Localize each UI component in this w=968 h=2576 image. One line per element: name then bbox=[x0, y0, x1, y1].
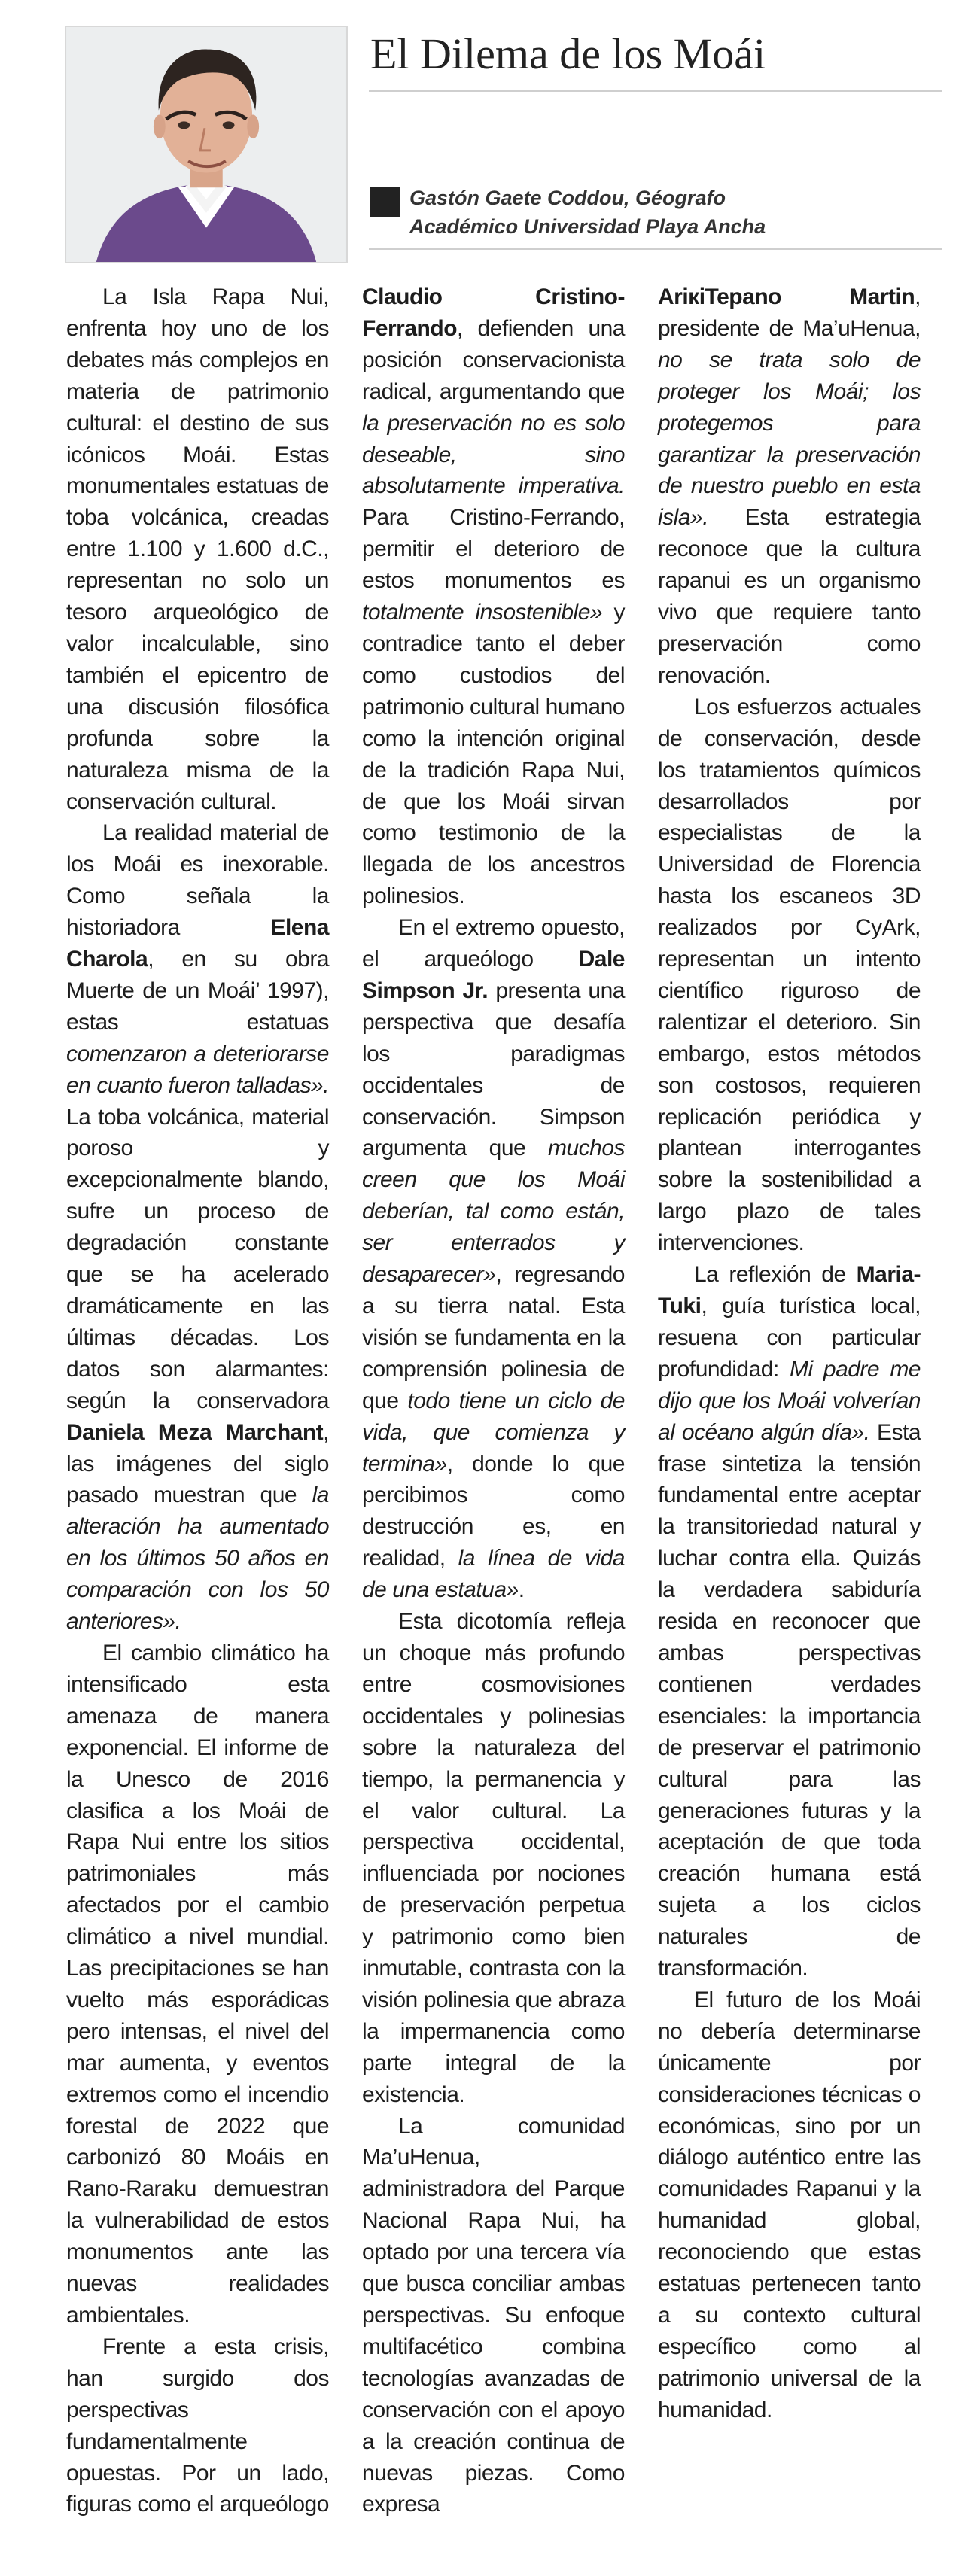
title-divider bbox=[369, 90, 942, 92]
byline bbox=[409, 184, 766, 241]
author-portrait-icon bbox=[66, 27, 346, 262]
paragraph-continued: Claudio Cristino-Ferrando, defienden una posición conservacionista radical, argumentando que la preservación no es solo deseable, sino absolutamente imperativa. Para Cristino-Ferrando, permitir el deterioro de estos monumentos es totalmente insostenible» y contradice tanto el deber como custodios del patrimonio cultural humano como la intención original de la tradición Rapa Nui, de que los Moái sirvan como testimonio de la llegada de los ancestros polinesios. bbox=[362, 284, 625, 909]
author-photo bbox=[65, 26, 348, 263]
byline-divider bbox=[369, 248, 942, 250]
author-affiliation: Académico Universidad Playa Ancha bbox=[409, 215, 766, 238]
paragraph: Esta dicotomía refleja un choque más profundo entre cosmovisiones occidentales y polinesias sobre la naturaleza del tiempo, la permanencia y el valor cultural. La perspectiva occidental, influenciada por nociones de preservación perpetua y patrimonio como bien inmutable, contrasta con la visión polinesia que abraza la impermanencia como parte integral de la existencia. bbox=[362, 1609, 625, 2107]
paragraph: El futuro de los Moái no debería determinarse únicamente por consideraciones técnicas o económicas, sino por un diálogo auténtico entre las comunidades Rapanui y la humanidad global, reconociendo que estas estatuas pertenecen tanto a su contexto cultural específico como al patrimonio universal de la humanidad. bbox=[658, 1987, 921, 2422]
paragraph: La realidad material de los Moái es inexorable. Como señala la historiadora Elena Charola, en su obra Muerte de un Moái’ 1997), estas estatuas comenzaron a deteriorarse en cuanto fueron talladas». La toba volcánica, material poroso y excepcionalmente blando, sufre un proceso de degradación constante que se ha acelerado dramáticamente en las últimas décadas. Los datos son alarmantes: según la conservadora Daniela Meza Marchant, las imágenes del siglo pasado muestran que la alteración ha aumentado en los últimos 50 años en comparación con los 50 anteriores». bbox=[66, 820, 329, 1635]
paragraph: Frente a esta crisis, han surgido dos perspectivas fundamentalmente opuestas. Por un lado, figuras como el arqueólogo bbox=[66, 2334, 329, 2517]
paragraph: El cambio climático ha intensificado esta amenaza de manera exponencial. El informe de la Unesco de 2016 clasifica a los Moái de Rapa Nui entre los sitios patrimoniales más afectados por el cambio climático a nivel mundial. Las precipitaciones se han vuelto más esporádicas pero intensas, el nivel del mar aumenta, y eventos extremos como el incendio forestal de 2022 que carbonizó 80 Moáis en Rano-Raraku demuestran la vulnerabilidad de estos monumentos ante las nuevas realidades ambientales. bbox=[66, 1640, 329, 2328]
paragraph: En el extremo opuesto, el arqueólogo Dale Simpson Jr. presenta una perspectiva que desafía los paradigmas occidentales de conservación. Simpson argumenta que muchos creen que los Moái deberían, tal como están, ser enterrados y desaparecer», regresando a su tierra natal. Esta visión se fundamenta en la comprensión polinesia de que todo tiene un ciclo de vida, que comienza y termina», donde lo que percibimos como destrucción es, en realidad, la línea de vida de una estatua». bbox=[362, 915, 625, 1603]
paragraph: La Isla Rapa Nui, enfrenta hoy uno de los debates más complejos en materia de patrimonio cultural: el destino de sus icónicos Moái. Estas monumentales estatuas de toba volcánica, creadas entre 1.100 y 1.600 d.C., representan no solo un tesoro arqueológico de valor incalculable, sino también el epicentro de una discusión filosófica profunda sobre la naturaleza misma de la conservación cultural. bbox=[66, 284, 329, 814]
paragraph: Los esfuerzos actuales de conservación, desde los tratamientos químicos desarrollados por especialistas de la Universidad de Florencia hasta los escaneos 3D realizados por CyArk, representan un intento científico riguroso de ralentizar el deterioro. Sin embargo, estos métodos son costosos, requieren replicación periódica y plantean interrogantes sobre la sostenibilidad a largo plazo de tales intervenciones. bbox=[658, 694, 921, 1256]
paragraph-continued: AriкiTepano Martin, presidente de Ma’uHenua, no se trata solo de proteger los Moái; los protegemos para garantizar la preservación de nuestro pueblo en esta isla». Esta estrategia reconoce que la cultura rapanui es un organismo vivo que requiere tanto preservación como renovación. bbox=[658, 284, 921, 688]
column-1 bbox=[66, 281, 329, 2520]
article-body bbox=[66, 281, 921, 2554]
column-2 bbox=[362, 281, 625, 2520]
byline-marker bbox=[370, 187, 400, 217]
paragraph: La comunidad Ma’uHenua, administradora del Parque Nacional Rapa Nui, ha optado por una tercera vía que busca conciliar ambas perspectivas. Su enfoque multifacético combina tecnologías avanzadas de conservación con el apoyo a la creación continua de nuevas piezas. Como expresa bbox=[362, 2113, 625, 2517]
article-title: El Dilema de los Moái bbox=[370, 29, 766, 78]
author-name: Gastón Gaete Coddou, Géografo bbox=[409, 187, 726, 209]
column-3 bbox=[658, 281, 921, 2426]
paragraph: La reflexión de Maria-Tuki, guía turística local, resuena con particular profundidad: Mi padre me dijo que los Moái volverían al océano algún día». Esta frase sintetiza la tensión fundamental entre aceptar la transitoriedad natural y luchar contra ella. Quizás la verdadera sabiduría resida en reconocer que ambas perspectivas contienen verdades esenciales: la importancia de preservar el patrimonio cultural para las generaciones futuras y la aceptación de que toda creación humana está sujeta a los ciclos naturales de transformación. bbox=[658, 1262, 921, 1981]
